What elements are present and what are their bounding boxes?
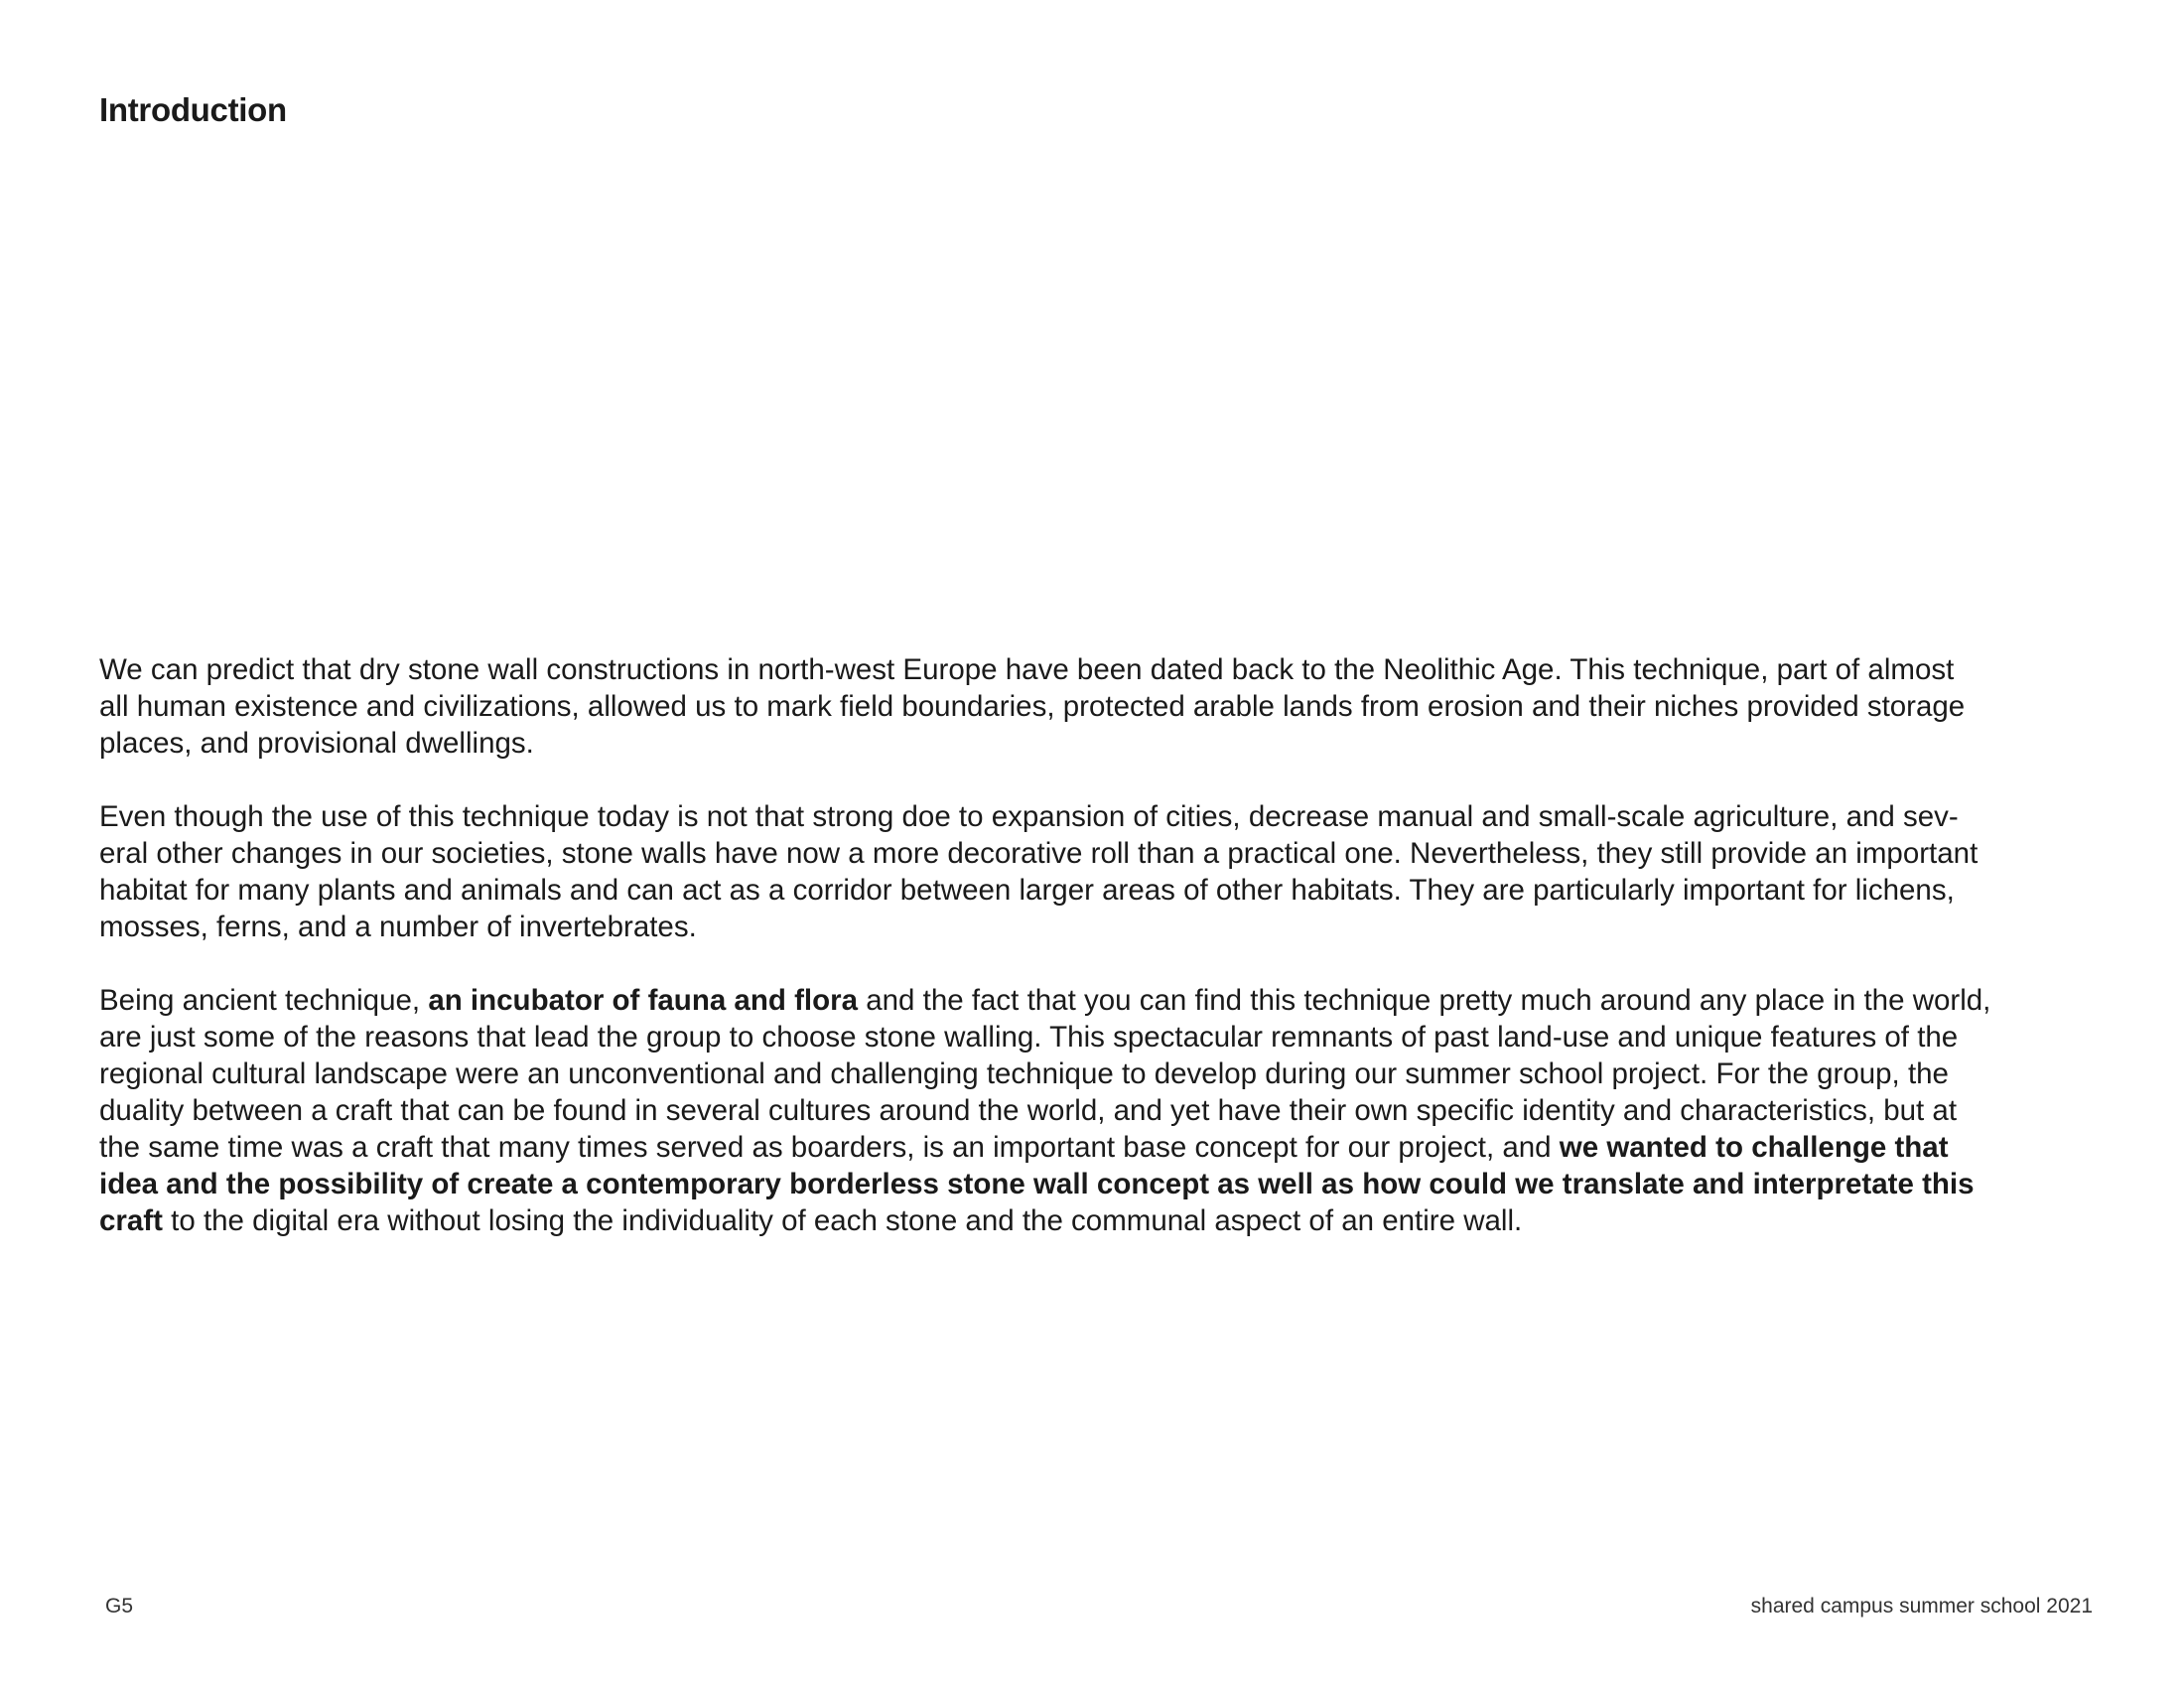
body-text bbox=[99, 651, 2144, 1276]
bold-emphasis: craft bbox=[99, 1204, 163, 1237]
paragraph-line: are just some of the reasons that lead the group to choose stone walling. This spectacular remnants of past land-use and unique features of the bbox=[99, 1021, 1959, 1054]
paragraph-3 bbox=[99, 982, 2144, 1239]
paragraph-line bbox=[99, 982, 2144, 1019]
footer-label: shared campus summer school 2021 bbox=[1750, 1595, 2093, 1618]
bold-emphasis: idea and the possibility of create a contemporary borderless stone wall concept as well as how could we translate and interpretate this bbox=[99, 1168, 1975, 1200]
text-run: to the digital era without losing the individuality of each stone and the communal aspect of an entire wall. bbox=[162, 1204, 1523, 1237]
text-run: the same time was a craft that many times served as boarders, is an important base concept for our project, and bbox=[99, 1131, 1560, 1164]
text-run: and the fact that you can find this technique pretty much around any place in the world, bbox=[858, 984, 1991, 1017]
paragraph-line: mosses, ferns, and a number of invertebrates. bbox=[99, 911, 697, 943]
paragraph-line bbox=[99, 1166, 2144, 1202]
paragraph-line: regional cultural landscape were an unconventional and challenging technique to develop during our summer school project. For the group, the bbox=[99, 1057, 1949, 1090]
page-number: G5 bbox=[105, 1595, 134, 1618]
bold-emphasis: we wanted to challenge that bbox=[1559, 1131, 1949, 1164]
paragraph-1 bbox=[99, 651, 2144, 762]
paragraph-line: Even though the use of this technique today is not that strong doe to expansion of cities, decrease manual and small-scale agriculture, and sev- bbox=[99, 800, 1959, 833]
paragraph-2 bbox=[99, 798, 2144, 945]
page-title: Introduction bbox=[99, 91, 287, 128]
paragraph-line: eral other changes in our societies, stone walls have now a more decorative roll than a practical one. Nevertheless, they still provide an important bbox=[99, 837, 1979, 870]
text-run: Being ancient technique, bbox=[99, 984, 429, 1017]
paragraph-line: places, and provisional dwellings. bbox=[99, 727, 534, 760]
paragraph-line bbox=[99, 1202, 2144, 1239]
paragraph-line: We can predict that dry stone wall constructions in north-west Europe have been dated back to the Neolithic Age. This technique, part of almost bbox=[99, 653, 1955, 686]
paragraph-line bbox=[99, 1129, 2144, 1166]
bold-emphasis: an incubator of fauna and flora bbox=[428, 984, 859, 1017]
paragraph-line: duality between a craft that can be found in several cultures around the world, and yet have their own specific identity and characteristics, but at bbox=[99, 1094, 1958, 1127]
paragraph-line: habitat for many plants and animals and can act as a corridor between larger areas of other habitats. They are particularly important for lichens, bbox=[99, 874, 1955, 907]
paragraph-line: all human existence and civilizations, allowed us to mark field boundaries, protected arable lands from erosion and their niches provided storage bbox=[99, 690, 1966, 723]
